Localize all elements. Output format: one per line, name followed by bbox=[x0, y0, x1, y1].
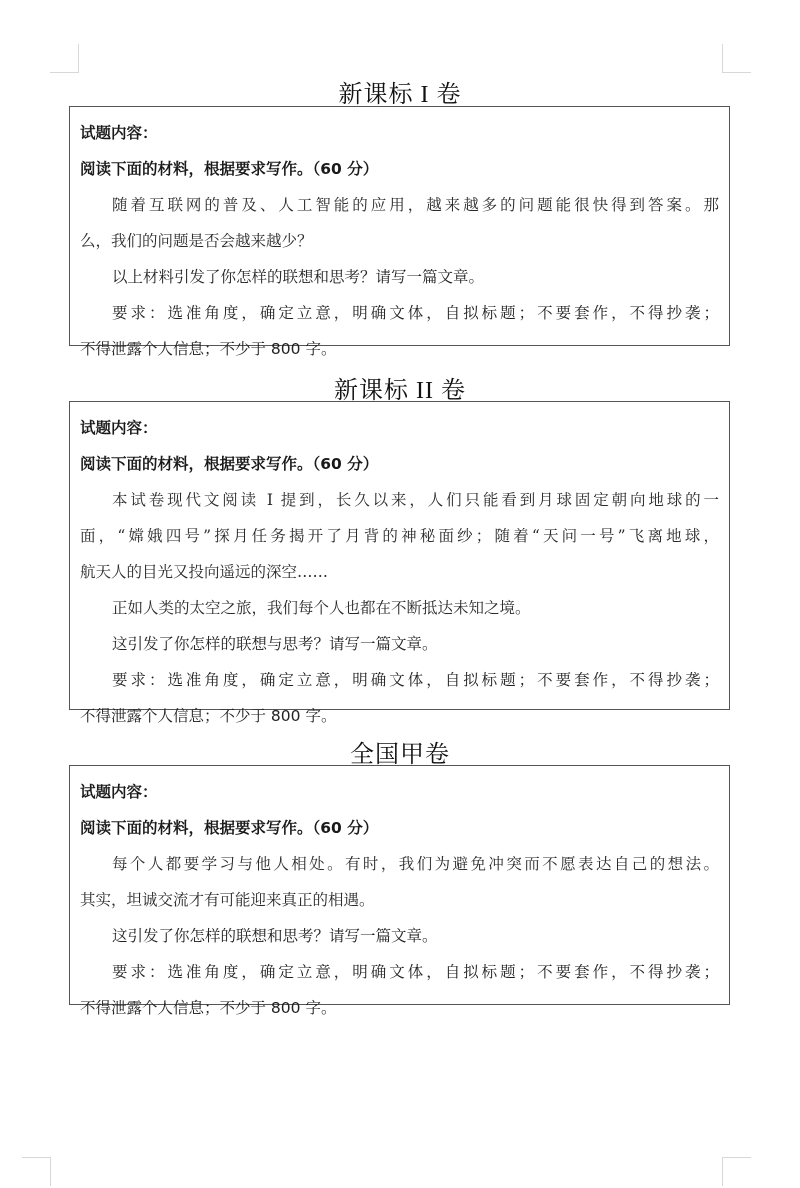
crop-mark-top-right bbox=[722, 44, 751, 73]
content-label: 试题内容： bbox=[80, 783, 158, 801]
section-title-quanguo-jia: 全国甲卷 bbox=[350, 742, 450, 768]
requirement-line: 要求：选准角度，确定立意，明确文体，自拟标题；不要套作，不得抄袭； bbox=[112, 671, 719, 689]
question-box-xinkebiao-2 bbox=[69, 401, 730, 725]
material-line: 航天人的目光又投向遥远的深空…… bbox=[80, 563, 329, 581]
crop-mark-bottom-left bbox=[22, 1157, 51, 1186]
instruction: 阅读下面的材料，根据要求写作。（60 分） bbox=[80, 455, 379, 473]
writing-prompt: 这引发了你怎样的联想和思考？请写一篇文章。 bbox=[112, 927, 438, 945]
material-line: 面，“嫦娥四号”探月任务揭开了月背的神秘面纱；随着“天问一号”飞离地球， bbox=[80, 527, 719, 545]
requirement-line: 要求：选准角度，确定立意，明确文体，自拟标题；不要套作，不得抄袭； bbox=[112, 304, 719, 322]
section-title-xinkebiao-1: 新课标 I 卷 bbox=[338, 82, 462, 108]
question-box-quanguo-jia bbox=[69, 765, 730, 1017]
material-line: 每个人都要学习与他人相处。有时，我们为避免冲突而不愿表达自己的想法。 bbox=[112, 855, 719, 873]
instruction: 阅读下面的材料，根据要求写作。（60 分） bbox=[80, 819, 379, 837]
crop-mark-bottom-right bbox=[722, 1157, 751, 1186]
material-line: 本试卷现代文阅读 I 提到，长久以来，人们只能看到月球固定朝向地球的一 bbox=[112, 491, 719, 509]
material-line: 其实，坦诚交流才有可能迎来真正的相遇。 bbox=[80, 891, 375, 909]
section-title-xinkebiao-2: 新课标 II 卷 bbox=[334, 378, 466, 404]
requirement-line: 不得泄露个人信息；不少于 800 字。 bbox=[80, 999, 337, 1017]
requirement-line: 不得泄露个人信息；不少于 800 字。 bbox=[80, 340, 337, 358]
writing-prompt: 这引发了你怎样的联想与思考？请写一篇文章。 bbox=[112, 635, 438, 653]
content-label: 试题内容： bbox=[80, 124, 158, 142]
material-line: 随着互联网的普及、人工智能的应用，越来越多的问题能很快得到答案。那 bbox=[112, 196, 719, 214]
content-label: 试题内容： bbox=[80, 419, 158, 437]
crop-mark-top-left bbox=[50, 44, 79, 73]
requirement-line: 要求：选准角度，确定立意，明确文体，自拟标题；不要套作，不得抄袭； bbox=[112, 963, 719, 981]
question-box-xinkebiao-1 bbox=[69, 106, 730, 358]
writing-prompt: 以上材料引发了你怎样的联想和思考？请写一篇文章。 bbox=[112, 268, 485, 286]
material-line: 正如人类的太空之旅，我们每个人也都在不断抵达未知之境。 bbox=[112, 599, 531, 617]
requirement-line: 不得泄露个人信息；不少于 800 字。 bbox=[80, 707, 337, 725]
instruction: 阅读下面的材料，根据要求写作。（60 分） bbox=[80, 160, 379, 178]
material-line: 么，我们的问题是否会越来越少？ bbox=[80, 232, 313, 250]
